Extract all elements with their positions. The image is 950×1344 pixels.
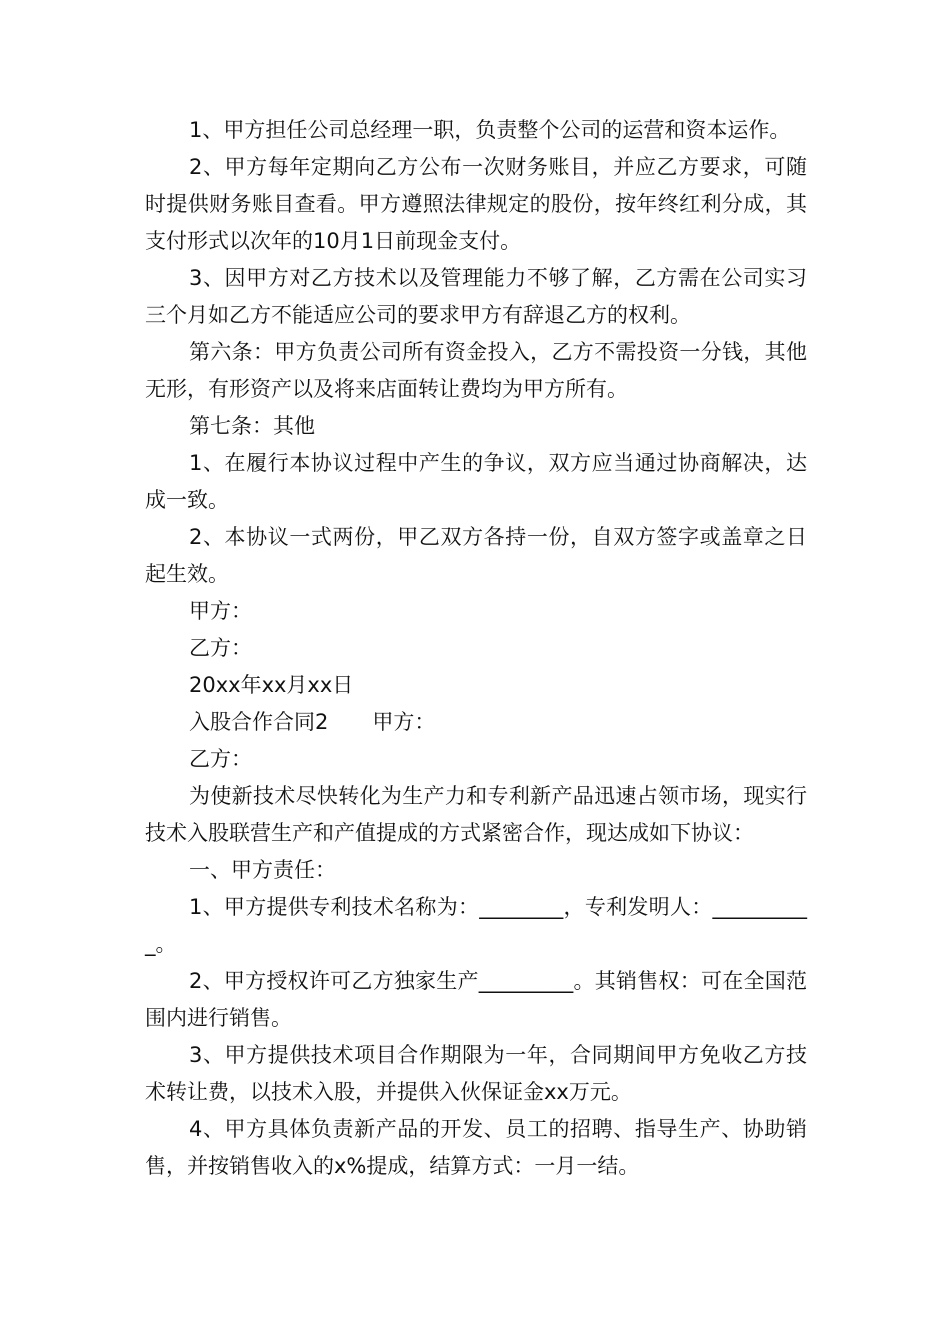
clause-internship: 3、因甲方对乙方技术以及管理能力不够了解，乙方需在公司实习三个月如乙方不能适应公司的要求甲方有辞退乙方的权利。 [145,266,807,327]
clause-patent-info: 1、甲方提供专利技术名称为：________，专利发明人：__________。 [145,895,807,956]
contract2-party-a: 甲方： [372,710,436,734]
clause-exclusive-license: 2、甲方授权许可乙方独家生产_________。其销售权：可在全国范围内进行销售。 [145,969,807,1030]
clause-effectiveness: 2、本协议一式两份，甲乙双方各持一份，自双方签字或盖章之日起生效。 [145,525,807,586]
contract2-header-line [145,704,807,741]
signature-party-b: 乙方： [189,636,252,660]
article-seven-heading: 第七条：其他 [189,414,315,438]
document-body [145,112,807,1185]
clause-cooperation-term: 3、甲方提供技术项目合作期限为一年，合同期间甲方免收乙方技术转让费，以技术入股，并提供入伙保证金xx万元。 [145,1043,807,1104]
clause-responsibilities: 4、甲方具体负责新产品的开发、员工的招聘、指导生产、协助销售，并按销售收入的x%提成，结算方式：一月一结。 [145,1117,807,1178]
clause-general-manager: 1、甲方担任公司总经理一职，负责整个公司的运营和资本运作。 [189,118,791,142]
contract2-title: 入股合作合同2 [189,710,329,734]
clause-dispute-resolution: 1、在履行本协议过程中产生的争议，双方应当通过协商解决，达成一致。 [145,451,807,512]
clause-financial-accounts: 2、甲方每年定期向乙方公布一次财务账目，并应乙方要求，可随时提供财务账目查看。甲方遵照法律规定的股份，按年终红利分成，其支付形式以次年的10月1日前现金支付。 [145,155,807,253]
signature-date: 20xx年xx月xx日 [189,673,354,697]
contract2-party-b: 乙方： [189,747,252,771]
contract2-preamble: 为使新技术尽快转化为生产力和专利新产品迅速占领市场，现实行技术入股联营生产和产值提成的方式紧密合作，现达成如下协议： [145,784,807,845]
section-one-heading: 一、甲方责任： [189,858,336,882]
article-six: 第六条：甲方负责公司所有资金投入，乙方不需投资一分钱，其他无形，有形资产以及将来店面转让费均为甲方所有。 [145,340,807,401]
signature-party-a: 甲方： [189,599,252,623]
